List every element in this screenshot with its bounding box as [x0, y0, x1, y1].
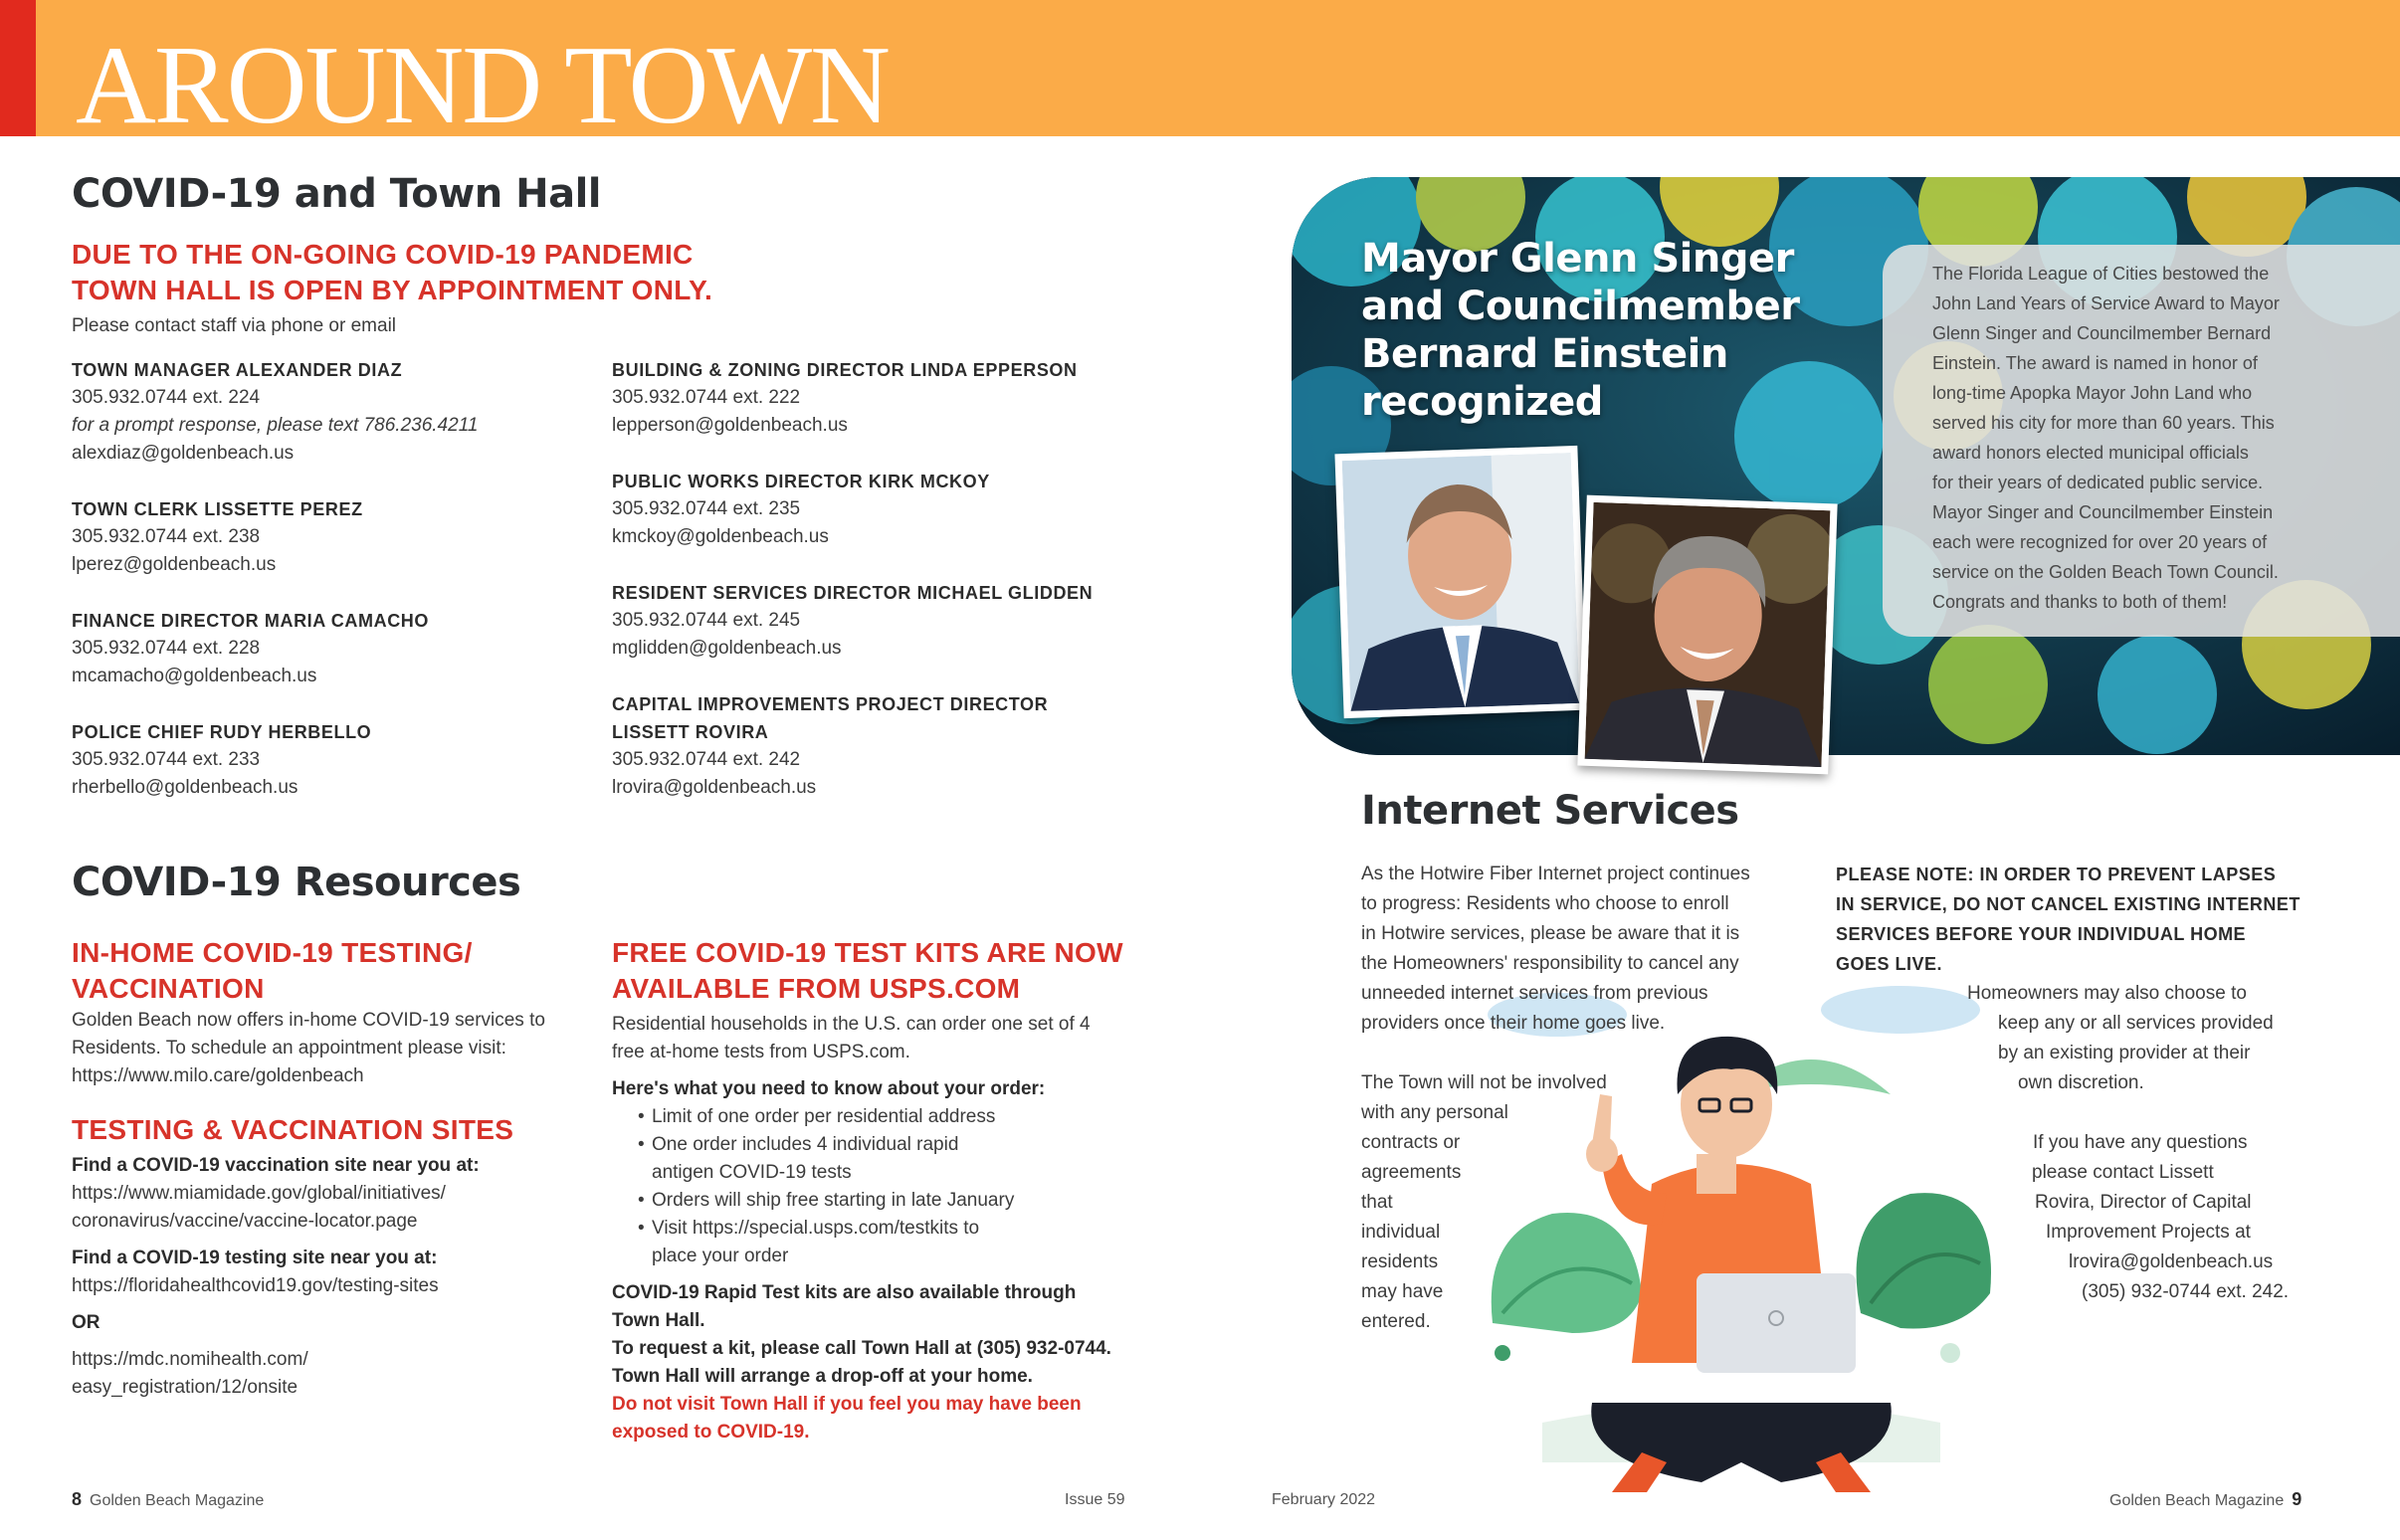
rapid-line: COVID-19 Rapid Test kits are also available through	[612, 1282, 1077, 1303]
award-line: award honors elected municipal officials	[1932, 443, 2249, 463]
contact-name: RESIDENT SERVICES DIRECTOR MICHAEL GLIDDEN	[612, 583, 1094, 603]
contact-phone: 305.932.0744 ext. 233	[72, 749, 261, 770]
contact-name: TOWN MANAGER ALEXANDER DIAZ	[72, 360, 403, 380]
hero-title-line: and Councilmember	[1361, 284, 1800, 329]
award-line: Einstein. The award is named in honor of	[1932, 353, 2258, 373]
contact-email[interactable]: mglidden@goldenbeach.us	[612, 638, 842, 659]
councilmember-photo	[1577, 495, 1837, 775]
internet-line: the Homeowners' responsibility to cancel any	[1361, 953, 1739, 974]
internet-line: may have	[1361, 1281, 1444, 1302]
internet-line: to progress: Residents who choose to enroll	[1361, 893, 1729, 914]
contact-name: FINANCE DIRECTOR MARIA CAMACHO	[72, 611, 429, 631]
order-bullet: • Limit of one order per residential address	[652, 1103, 1169, 1131]
internet-line: contracts or	[1361, 1132, 1461, 1153]
note-line: IN SERVICE, DO NOT CANCEL EXISTING INTERNET	[1836, 894, 2300, 914]
order-bullet: • Orders will ship free starting in late January	[652, 1187, 1169, 1215]
award-line: served his city for more than 60 years. This	[1932, 413, 2275, 433]
resources-title: COVID-19 Resources	[72, 860, 521, 905]
award-line: Congrats and thanks to both of them!	[1932, 592, 2228, 612]
contact-phone: 305.932.0744 ext. 238	[72, 526, 261, 547]
hero-title	[1361, 235, 1859, 426]
warning-line: Do not visit Town Hall if you feel you may have been	[612, 1394, 1082, 1415]
inhome-section	[72, 935, 589, 1402]
order-bullet-cont	[652, 1243, 1169, 1270]
publication-name: Golden Beach Magazine	[2109, 1492, 2285, 1509]
rapid-line: Town Hall will arrange a drop-off at your home.	[612, 1366, 1033, 1387]
section-heading: VACCINATION	[72, 973, 265, 1004]
internet-line: residents	[1361, 1251, 1439, 1272]
contact-name: LISSETT ROVIRA	[612, 722, 769, 742]
councilmember-portrait	[1585, 502, 1831, 767]
award-line: Mayor Singer and Councilmember Einstein	[1932, 502, 2274, 522]
test-link[interactable]: https://floridahealthcovid19.gov/testing-sites	[72, 1275, 439, 1296]
masthead: AROUND TOWN	[76, 24, 889, 147]
internet-line: please contact Lissett	[2032, 1162, 2214, 1183]
contact-phone: 305.932.0744 ext. 235	[612, 498, 801, 519]
note-line: GOES LIVE.	[1836, 954, 1943, 974]
award-text	[1932, 259, 2370, 617]
townhall-alert	[72, 237, 712, 308]
internet-line: unneeded internet services from previous	[1361, 983, 1708, 1004]
section-heading: AVAILABLE FROM USPS.COM	[612, 973, 1021, 1004]
left-contacts	[72, 356, 589, 802]
contact-name: POLICE CHIEF RUDY HERBELLO	[72, 722, 372, 742]
internet-line: Rovira, Director of Capital	[2035, 1192, 2252, 1213]
contact-email[interactable]: rherbello@goldenbeach.us	[72, 777, 299, 798]
award-line: long-time Apopka Mayor John Land who	[1932, 383, 2253, 403]
page-number: 9	[2292, 1489, 2302, 1509]
note-line: SERVICES BEFORE YOUR INDIVIDUAL HOME	[1836, 924, 2247, 944]
alert-line: TOWN HALL IS OPEN BY APPOINTMENT ONLY.	[72, 275, 713, 305]
contact-email[interactable]: kmckoy@goldenbeach.us	[612, 526, 829, 547]
body-line: Residential households in the U.S. can order one set of 4	[612, 1014, 1091, 1035]
townhall-title: COVID-19 and Town Hall	[72, 171, 601, 217]
internet-line: (305) 932-0744 ext. 242.	[2082, 1281, 2290, 1302]
contact-email[interactable]: lrovira@goldenbeach.us	[612, 777, 817, 798]
or-label: OR	[72, 1312, 100, 1333]
section-heading: FREE COVID-19 TEST KITS ARE NOW	[612, 937, 1123, 968]
internet-body-right	[1836, 979, 2289, 1307]
publication-name: Golden Beach Magazine	[90, 1492, 265, 1509]
vacc-label: Find a COVID-19 vaccination site near you at:	[72, 1155, 480, 1176]
contact-phone: 305.932.0744 ext. 228	[72, 638, 261, 659]
internet-line: If you have any questions	[2033, 1132, 2248, 1153]
contact-note: for a prompt response, please text 786.236.4211	[72, 415, 479, 436]
warning-line: exposed to COVID-19.	[612, 1422, 810, 1443]
order-bullet: • One order includes 4 individual rapid	[652, 1131, 1169, 1159]
contact-phone: 305.932.0744 ext. 224	[72, 387, 261, 408]
internet-line: in Hotwire services, please be aware that it is	[1361, 923, 1740, 944]
contact-name: BUILDING & ZONING DIRECTOR LINDA EPPERSON	[612, 360, 1078, 380]
hero-title-line: Bernard Einstein	[1361, 331, 1728, 377]
header-red-tab	[0, 0, 36, 136]
body-line: Residents. To schedule an appointment please visit:	[72, 1038, 506, 1059]
kits-section	[612, 935, 1169, 1446]
internet-body-left	[1361, 860, 1819, 1337]
award-line: The Florida League of Cities bestowed the	[1932, 264, 2270, 284]
footer-issue: Issue 59	[1065, 1491, 1125, 1508]
internet-line: The Town will not be involved	[1361, 1072, 1607, 1093]
internet-line: agreements	[1361, 1162, 1462, 1183]
contact-email[interactable]: lepperson@goldenbeach.us	[612, 415, 848, 436]
order-bullet-cont	[652, 1159, 1169, 1187]
vacc-link[interactable]: https://www.miamidade.gov/global/initiatives/	[72, 1183, 446, 1204]
internet-line: by an existing provider at their	[1998, 1043, 2251, 1063]
contact-name: TOWN CLERK LISSETTE PEREZ	[72, 499, 363, 519]
contact-name: PUBLIC WORKS DIRECTOR KIRK MCKOY	[612, 472, 990, 491]
mayor-portrait	[1342, 453, 1580, 711]
internet-line: entered.	[1361, 1311, 1431, 1332]
vacc-link[interactable]: coronavirus/vaccine/vaccine-locator.page	[72, 1211, 418, 1232]
contact-phone: 305.932.0744 ext. 245	[612, 610, 801, 631]
internet-line: that	[1361, 1192, 1393, 1213]
rapid-line: To request a kit, please call Town Hall at (305) 932-0744.	[612, 1338, 1111, 1359]
footer-left	[72, 1489, 264, 1510]
award-line: Glenn Singer and Councilmember Bernard	[1932, 323, 2272, 343]
contact-email[interactable]: mcamacho@goldenbeach.us	[72, 666, 317, 686]
lrovira-email[interactable]: lrovira@goldenbeach.us	[2069, 1251, 2274, 1272]
nomi-link[interactable]: https://mdc.nomihealth.com/	[72, 1349, 308, 1370]
section-heading: IN-HOME COVID-19 TESTING/	[72, 937, 473, 968]
rapid-line: Town Hall.	[612, 1310, 705, 1331]
body-line: Golden Beach now offers in-home COVID-19 services to	[72, 1010, 545, 1031]
internet-line: providers once their home goes live.	[1361, 1013, 1666, 1034]
page-number: 8	[72, 1489, 83, 1509]
award-line: John Land Years of Service Award to Mayor	[1932, 293, 2280, 313]
internet-note	[1836, 860, 2300, 979]
order-bullet-text: antigen COVID-19 tests	[652, 1162, 852, 1183]
alert-line: DUE TO THE ON-GOING COVID-19 PANDEMIC	[72, 239, 694, 270]
townhall-note: Please contact staff via phone or email	[72, 315, 397, 336]
internet-line: Homeowners may also choose to	[1967, 983, 2247, 1004]
footer-right	[2109, 1489, 2301, 1510]
award-line: for their years of dedicated public service.	[1932, 473, 2264, 492]
order-label: Here's what you need to know about your order:	[612, 1078, 1046, 1099]
hero-title-line: recognized	[1361, 379, 1603, 425]
section-heading: TESTING & VACCINATION SITES	[72, 1114, 514, 1145]
internet-line: with any personal	[1361, 1102, 1508, 1123]
contact-email[interactable]: lperez@goldenbeach.us	[72, 554, 277, 575]
hero-title-line: Mayor Glenn Singer	[1361, 236, 1794, 282]
internet-line: Improvement Projects at	[2046, 1222, 2251, 1243]
mayor-photo	[1334, 446, 1586, 718]
award-line: service on the Golden Beach Town Council.	[1932, 562, 2279, 582]
right-contacts	[612, 356, 1129, 802]
note-line: PLEASE NOTE: IN ORDER TO PREVENT LAPSES	[1836, 865, 2277, 884]
internet-line: As the Hotwire Fiber Internet project continues	[1361, 864, 1750, 884]
internet-line: own discretion.	[2018, 1072, 2144, 1093]
usps-link[interactable]: • Visit https://special.usps.com/testkits to	[652, 1215, 1169, 1243]
award-line: each were recognized for over 20 years of	[1932, 532, 2268, 552]
internet-line: individual	[1361, 1222, 1441, 1243]
order-bullet-text: place your order	[652, 1246, 789, 1266]
contact-phone: 305.932.0744 ext. 242	[612, 749, 801, 770]
body-line: free at-home tests from USPS.com.	[612, 1042, 910, 1062]
footer-date: February 2022	[1272, 1491, 1376, 1508]
internet-title: Internet Services	[1361, 788, 1739, 834]
milo-link[interactable]: https://www.milo.care/goldenbeach	[72, 1065, 364, 1086]
internet-line: keep any or all services provided	[1998, 1013, 2274, 1034]
test-label: Find a COVID-19 testing site near you at:	[72, 1248, 438, 1268]
contact-phone: 305.932.0744 ext. 222	[612, 387, 801, 408]
contact-name: CAPITAL IMPROVEMENTS PROJECT DIRECTOR	[612, 694, 1049, 714]
contact-email[interactable]: alexdiaz@goldenbeach.us	[72, 443, 295, 464]
nomi-link[interactable]: easy_registration/12/onsite	[72, 1377, 299, 1398]
